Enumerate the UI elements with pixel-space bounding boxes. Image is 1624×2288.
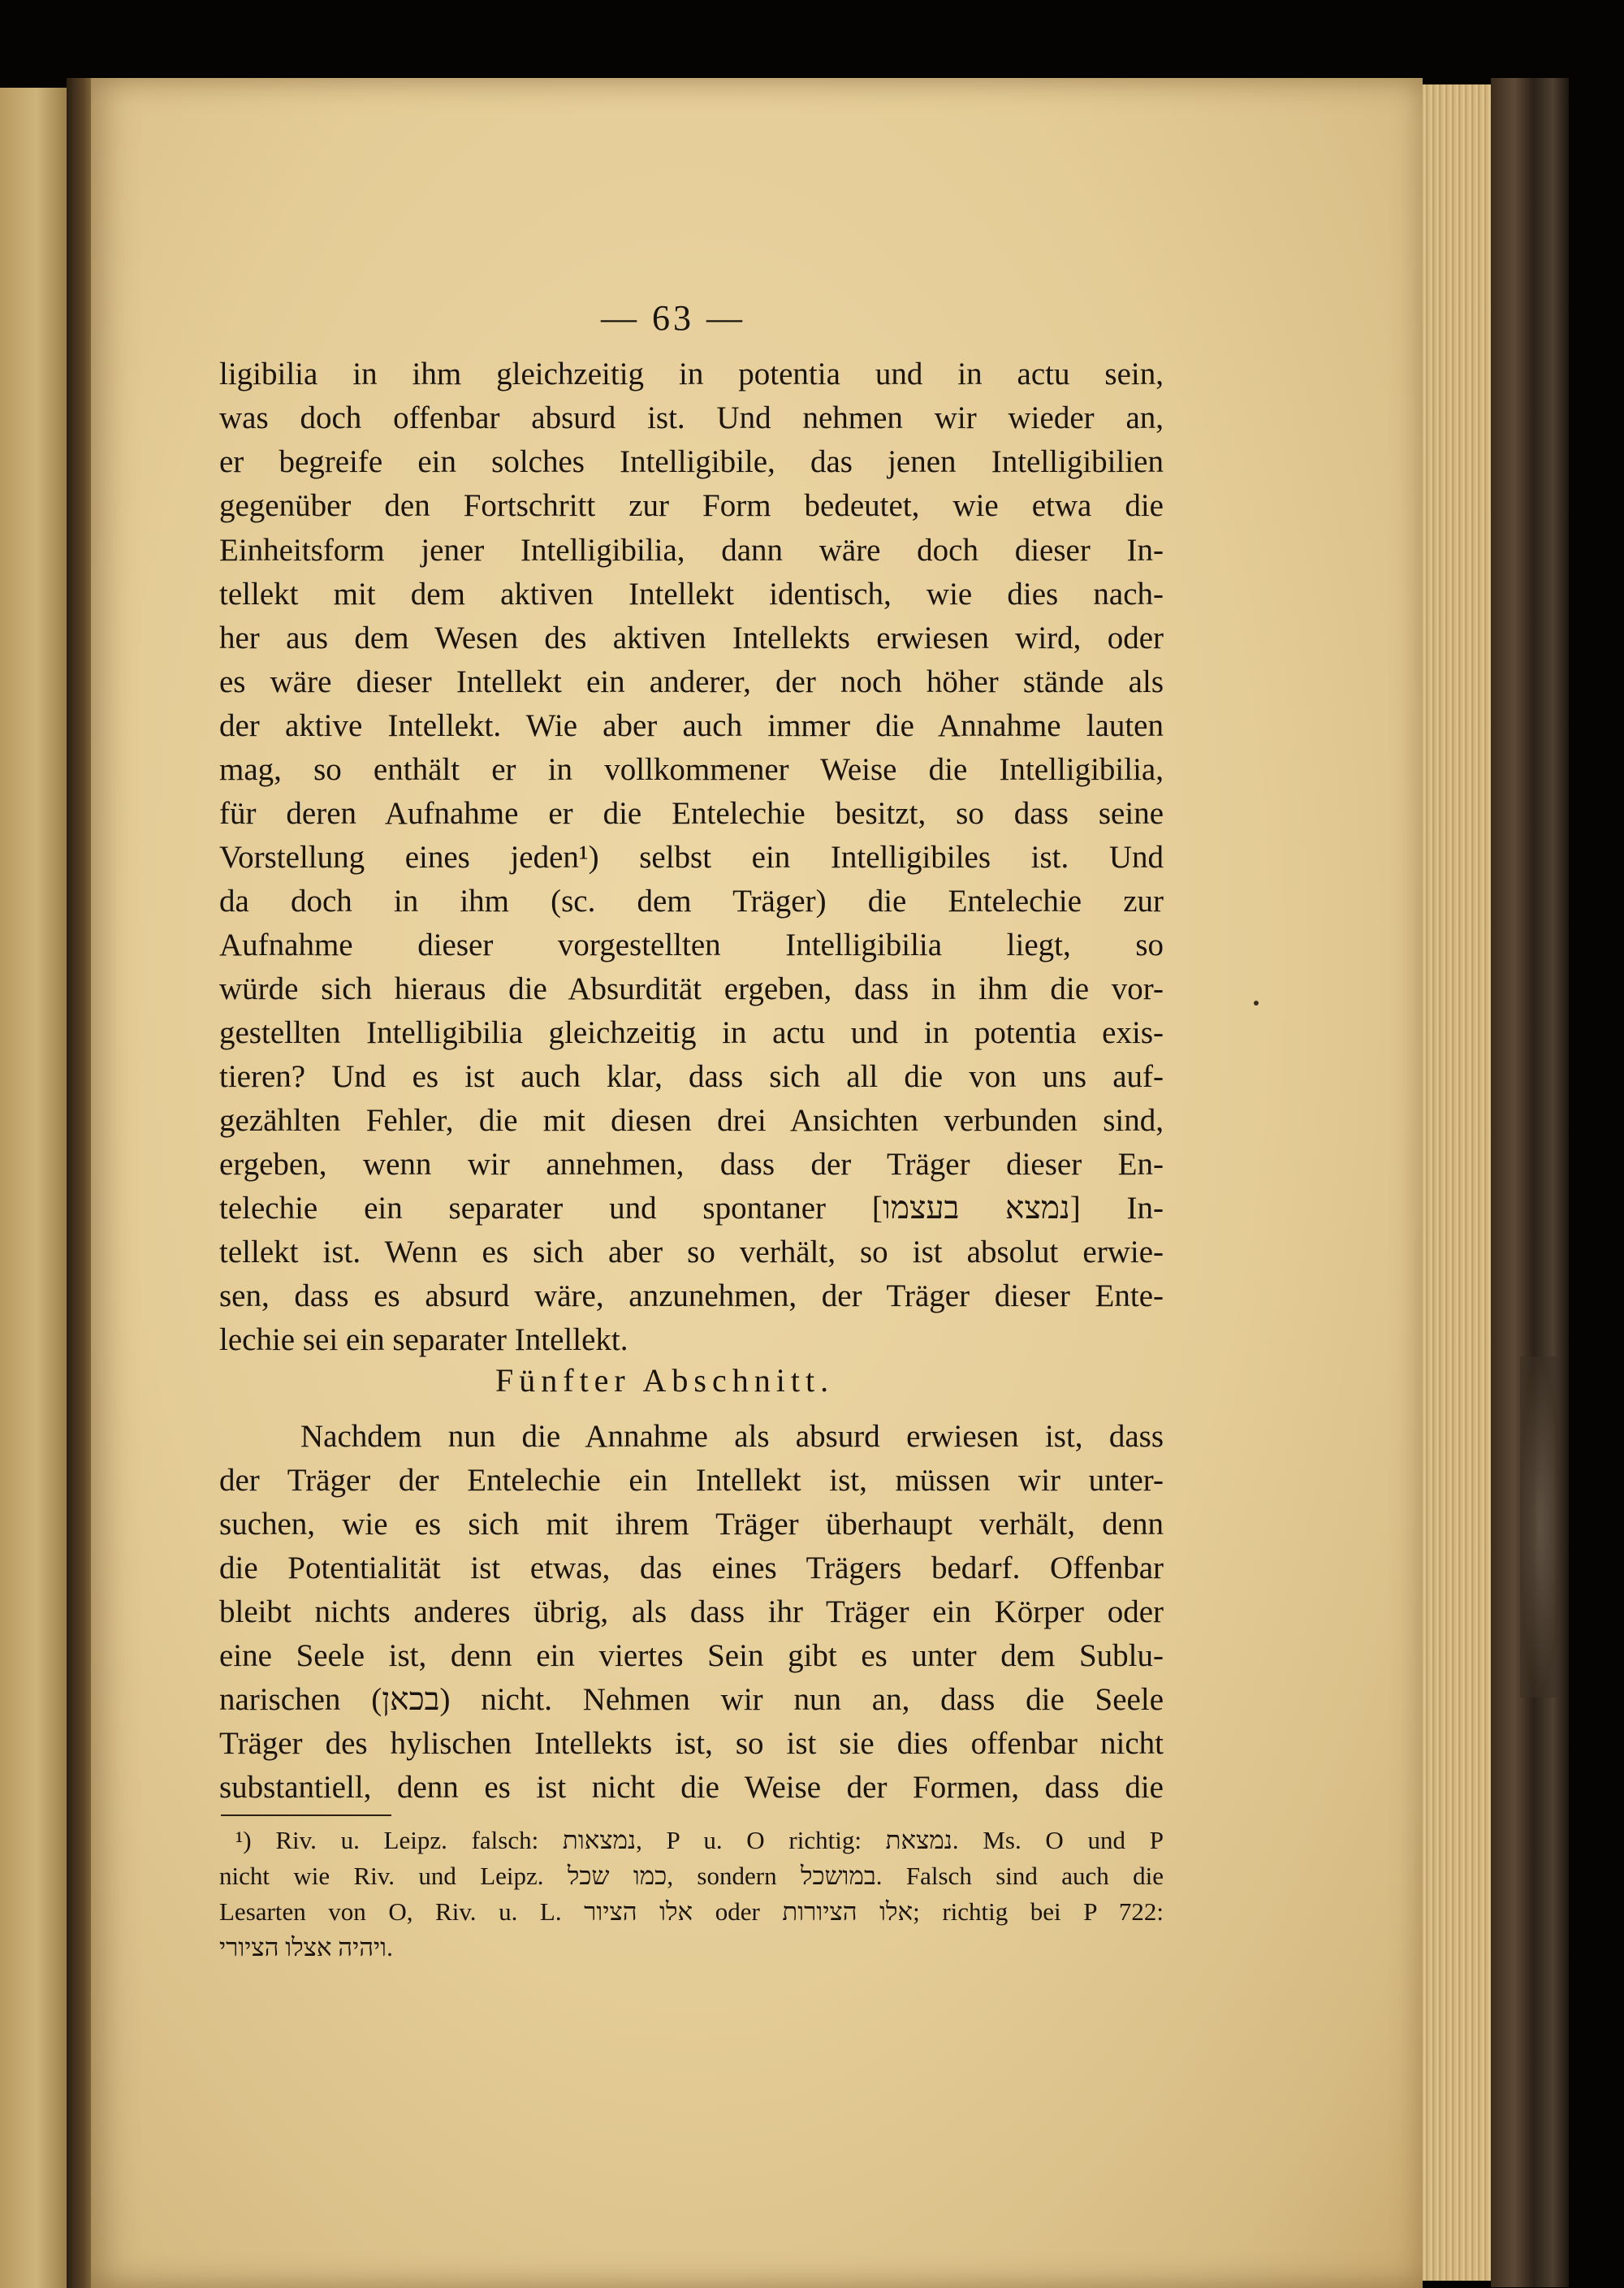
section-line: bleibt nichts anderes übrig, als dass ihr Träger ein Körper oder [219,1594,1164,1629]
book-gutter [67,78,94,2288]
body-line: er begreife ein solches Intelligibile, das jenen Intelligibilien [219,444,1164,479]
section-line: Träger des hylischen Intellekts ist, so ist sie dies offenbar nicht [219,1726,1164,1761]
book-cover [1491,78,1569,2287]
body-line-last: lechie sei ein separater Intellekt. [219,1322,628,1357]
footnote-line: nicht wie Riv. und Leipz. כמו שכל, sondern במושכל. Falsch sind auch die [219,1862,1164,1890]
left-page-edge [0,88,67,2288]
footnote-line: ¹) Riv. u. Leipz. falsch: נמצאות, P u. O richtig: נמצאת. Ms. O und P [235,1826,1164,1854]
paper-speck [1254,1001,1259,1006]
body-line: mag, so enthält er in vollkommener Weise die Intelligibilia, [219,752,1164,787]
body-line: her aus dem Wesen des aktiven Intellekts erwiesen wird, oder [219,621,1164,655]
body-line: ergeben, wenn wir annehmen, dass der Träger dieser En- [219,1147,1164,1182]
body-line: Aufnahme dieser vorgestellten Intelligibilia liegt, so [219,928,1164,962]
body-line: tellekt mit dem aktiven Intellekt identisch, wie dies nach- [219,577,1164,612]
section-line: substantiell, denn es ist nicht die Weise der Formen, dass die [219,1770,1164,1805]
body-line: da doch in ihm (sc. dem Träger) die Entelechie zur [219,884,1164,919]
body-line: tieren? Und es ist auch klar, dass sich all die von uns auf- [219,1059,1164,1094]
body-line: Vorstellung eines jeden¹) selbst ein Intelligibiles ist. Und [219,840,1164,875]
body-line: Einheitsform jener Intelligibilia, dann wäre doch dieser In- [219,533,1164,568]
section-line: narischen (בכאן) nicht. Nehmen wir nun an, dass die Seele [219,1682,1164,1717]
cover-wear-mark [1520,1356,1559,1698]
body-line: ligibilia in ihm gleichzeitig in potentia und in actu sein, [219,357,1164,391]
section-line: die Potentialität ist etwas, das eines Trägers bedarf. Offenbar [219,1551,1164,1585]
body-line: gegenüber den Fortschritt zur Form bedeutet, wie etwa die [219,488,1164,523]
section-line: eine Seele ist, denn ein viertes Sein gibt es unter dem Sublu- [219,1638,1164,1673]
body-line: telechie ein separater und spontaner [נמצא בעצמו] In- [219,1191,1164,1226]
page-edges [1423,84,1491,2281]
body-line: für deren Aufnahme er die Entelechie besitzt, so dass seine [219,796,1164,831]
section-heading: Fünfter Abschnitt. [495,1362,835,1399]
body-line: es wäre dieser Intellekt ein anderer, der noch höher stände als [219,664,1164,699]
footnote-line-last: ויהיה אצלו הציורי. [219,1933,393,1961]
section-line: der Träger der Entelechie ein Intellekt ist, müssen wir unter- [219,1463,1164,1498]
page-number: — 63 — [601,298,745,338]
body-line: der aktive Intellekt. Wie aber auch immer die Annahme lauten [219,708,1164,743]
footnote-rule [221,1814,391,1816]
body-line: gestellten Intelligibilia gleichzeitig in actu und in potentia exis- [219,1015,1164,1050]
section-line: suchen, wie es sich mit ihrem Träger überhaupt verhält, denn [219,1507,1164,1542]
body-line: sen, dass es absurd wäre, anzunehmen, der Träger dieser Ente- [219,1278,1164,1313]
section-line: Nachdem nun die Annahme als absurd erwiesen ist, dass [300,1419,1164,1454]
body-line: gezählten Fehler, die mit diesen drei Ansichten verbunden sind, [219,1103,1164,1138]
body-line: tellekt ist. Wenn es sich aber so verhält, so ist absolut erwie- [219,1235,1164,1269]
body-line: was doch offenbar absurd ist. Und nehmen wir wieder an, [219,400,1164,435]
body-line: würde sich hieraus die Absurdität ergeben, dass in ihm die vor- [219,971,1164,1006]
footnote-line: Lesarten von O, Riv. u. L. אלו הציור oder אלו הציורות; richtig bei P 722: [219,1897,1164,1926]
